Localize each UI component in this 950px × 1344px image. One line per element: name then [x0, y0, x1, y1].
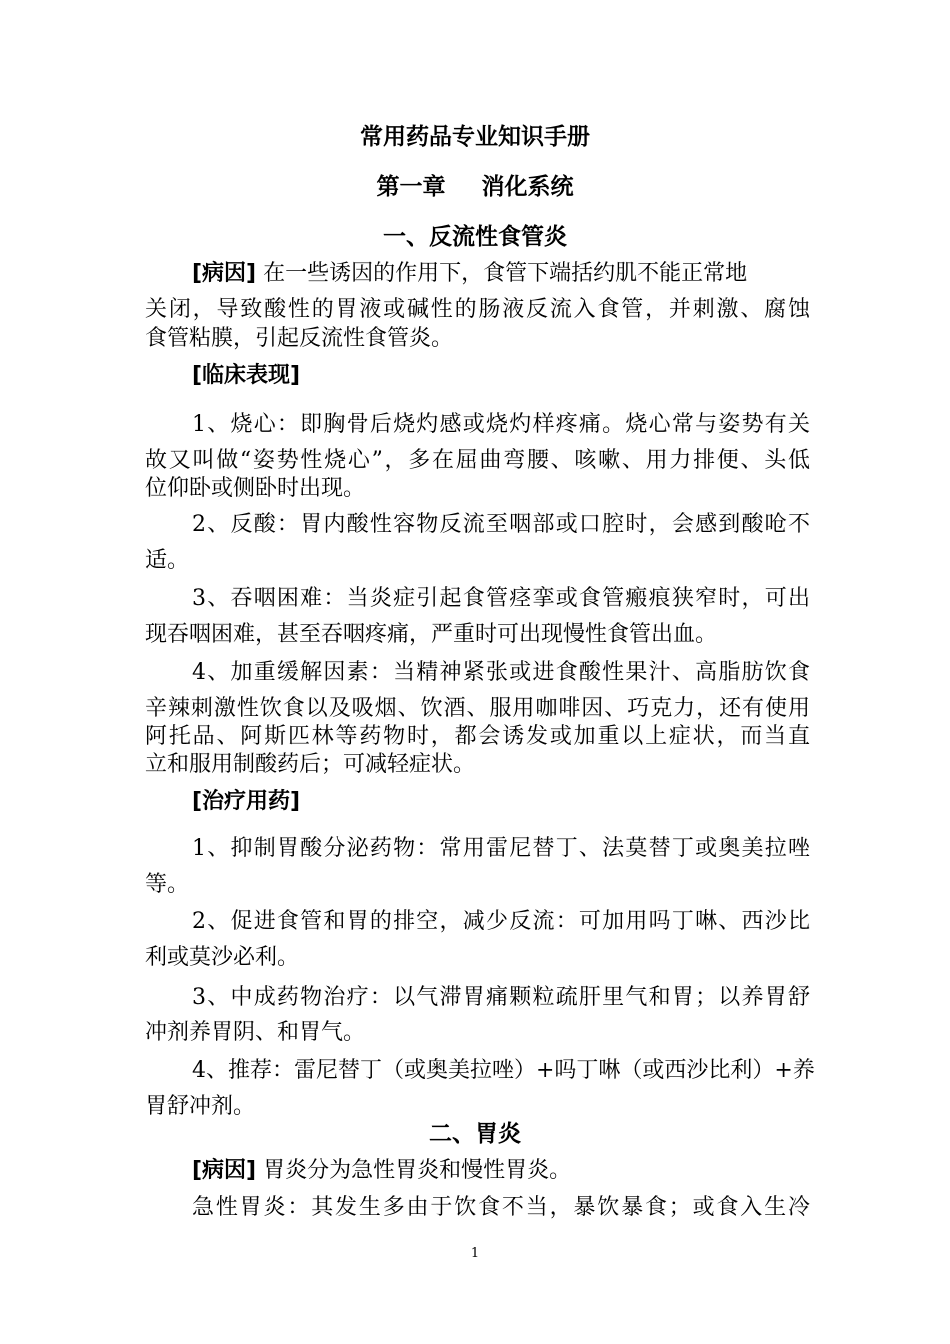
page-number: 1 — [470, 1246, 480, 1261]
cause-label: [病因] — [192, 261, 257, 286]
treatment-3-line-2: 冲剂养胃阴、和胃气。 — [145, 1020, 366, 1045]
treatment-2-line-2: 利或莫沙必利。 — [145, 945, 300, 970]
clinical-4-line-1: 4、加重缓解因素：当精神紧张或进食酸性果汁、高脂肪饮食 — [192, 660, 810, 685]
clinical-label: [临床表现] — [192, 363, 301, 388]
clinical-3-line-1: 3、吞咽困难：当炎症引起食管痉挛或食管瘢痕狭窄时，可出 — [192, 586, 810, 611]
gastritis-cause-text: 胃炎分为急性胃炎和慢性胃炎。 — [256, 1158, 572, 1183]
clinical-1-line-3: 位仰卧或侧卧时出现。 — [145, 476, 366, 501]
treatment-3-line-1: 3、中成药物治疗：以气滞胃痛颗粒疏肝里气和胃；以养胃舒 — [192, 985, 810, 1010]
chapter-heading — [0, 172, 950, 202]
treatment-label: [治疗用药] — [192, 789, 301, 814]
treatment-4-line-1: 4、推荐：雷尼替丁（或奥美拉唑）+吗丁啉（或西沙比利）+养 — [192, 1058, 815, 1083]
acute-gastritis-line-1: 急性胃炎：其发生多由于饮食不当，暴饮暴食；或食入生冷 — [192, 1195, 810, 1220]
cause-line-2: 关闭，导致酸性的胃液或碱性的肠液反流入食管，并刺激、腐蚀 — [145, 297, 810, 322]
clinical-4-line-2: 辛辣刺激性饮食以及吸烟、饮酒、服用咖啡因、巧克力，还有使用 — [145, 696, 810, 721]
gastritis-cause-label: [病因] — [192, 1158, 257, 1183]
clinical-1-line-1: 1、烧心：即胸骨后烧灼感或烧灼样疼痛。烧心常与姿势有关 — [192, 412, 810, 437]
chapter-number: 第一章 — [376, 174, 446, 200]
section-heading-2: 二、胃炎 — [429, 1121, 521, 1147]
gastritis-cause-line — [192, 1156, 810, 1186]
cause-text-1: 在一些诱因的作用下，食管下端括约肌不能正常地 — [256, 261, 748, 286]
chapter-name: 消化系统 — [481, 174, 574, 200]
treatment-2-line-1: 2、促进食管和胃的排空，减少反流：可加用吗丁啉、西沙比 — [192, 909, 810, 934]
document-title: 常用药品专业知识手册 — [360, 124, 590, 150]
cause-line-1 — [192, 259, 810, 289]
clinical-1-line-2: 故又叫做“姿势性烧心”，多在屈曲弯腰、咳嗽、用力排便、头低 — [145, 448, 810, 473]
clinical-4-line-3: 阿托品、阿斯匹林等药物时，都会诱发或加重以上症状，而当直 — [145, 724, 810, 749]
clinical-2-line-1: 2、反酸：胃内酸性容物反流至咽部或口腔时，会感到酸呛不 — [192, 512, 810, 537]
treatment-1-line-2: 等。 — [145, 872, 190, 897]
treatment-4-line-2: 胃舒冲剂。 — [145, 1094, 256, 1119]
clinical-3-line-2: 现吞咽困难，甚至吞咽疼痛，严重时可出现慢性食管出血。 — [145, 622, 718, 647]
treatment-1-line-1: 1、抑制胃酸分泌药物：常用雷尼替丁、法莫替丁或奥美拉唑 — [192, 836, 810, 861]
cause-line-3: 食管粘膜，引起反流性食管炎。 — [145, 326, 454, 351]
clinical-2-line-2: 适。 — [145, 548, 190, 573]
clinical-4-line-4: 立和服用制酸药后；可减轻症状。 — [145, 752, 476, 777]
section-heading-1: 一、反流性食管炎 — [383, 224, 567, 250]
